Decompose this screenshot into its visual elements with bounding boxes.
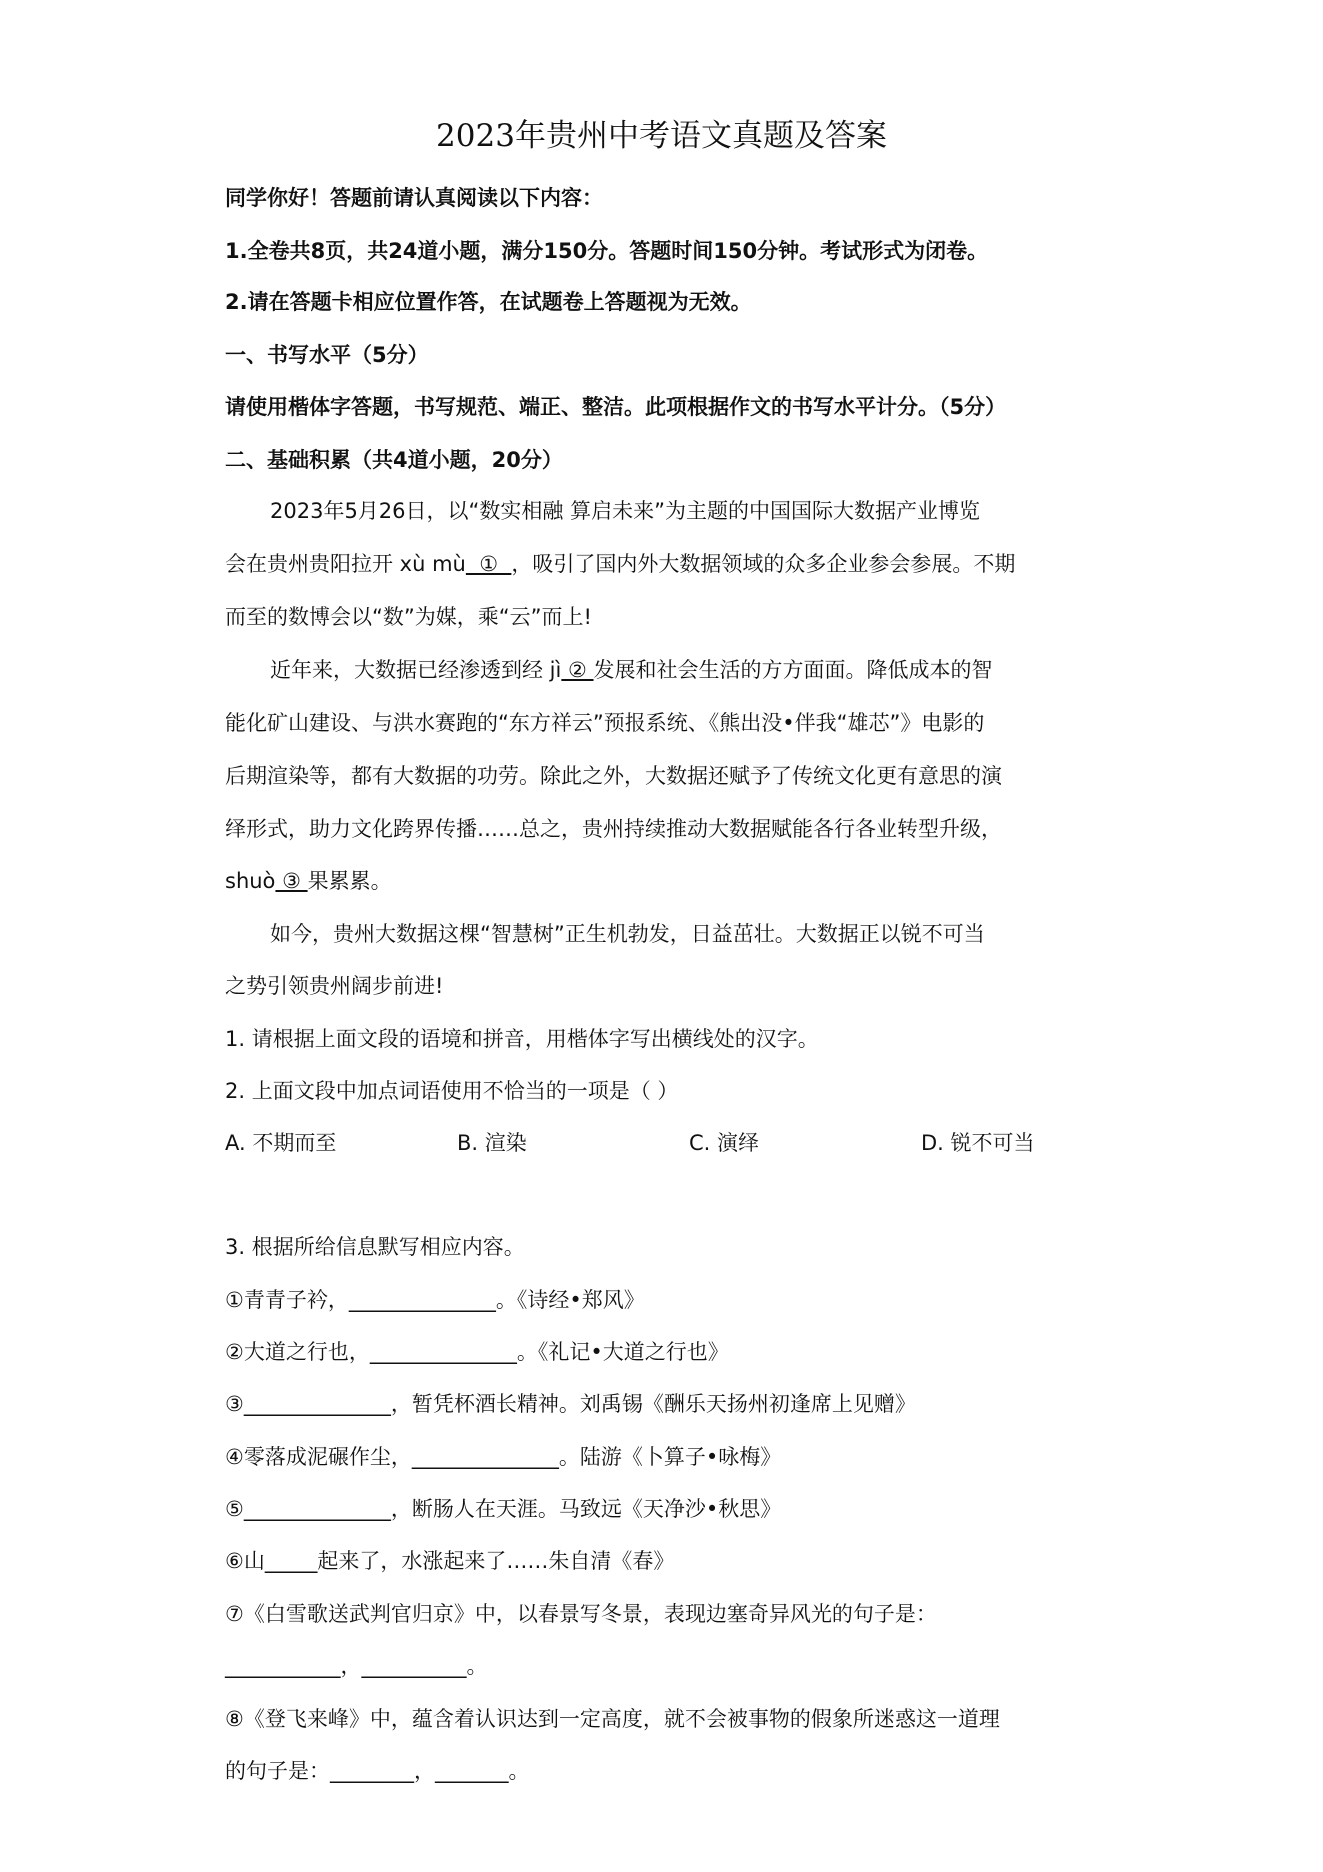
passage-text: 果累累。 xyxy=(307,869,392,893)
blank-3: ③ xyxy=(275,869,308,893)
question-2: 2. 上面文段中加点词语使用不恰当的一项是（ ） xyxy=(225,1079,679,1103)
notice-item-2: 2.请在答题卡相应位置作答，在试题卷上答题视为无效。 xyxy=(225,290,752,314)
section2-heading: 二、基础积累（共4道小题，20分） xyxy=(225,448,563,472)
passage-line xyxy=(270,656,993,684)
passage-text: 发展和社会生活的方方面面。降低成本的智 xyxy=(593,658,993,682)
q3-item: ⑦《白雪歌送武判官归京》中，以春景写冬景，表现边塞奇异风光的句子是： xyxy=(225,1602,937,1626)
question-3: 3. 根据所给信息默写相应内容。 xyxy=(225,1235,525,1259)
option-c: C. 演绎 xyxy=(689,1131,760,1155)
blank-2: ② xyxy=(561,658,594,682)
q3-item: ⑤______________，断肠人在天涯。马致远《天净沙•秋思》 xyxy=(225,1497,782,1521)
passage-line: 绎形式，助力文化跨界传播……总之，贵州持续推动大数据赋能各行各业转型升级， xyxy=(225,817,1002,841)
section1-text: 请使用楷体字答题，书写规范、端正、整洁。此项根据作文的书写水平计分。（5分） xyxy=(225,395,1007,419)
passage-line: 而至的数博会以“数”为媒，乘“云”而上! xyxy=(225,605,592,629)
notice-greeting: 同学你好！答题前请认真阅读以下内容： xyxy=(225,186,603,210)
q3-item: ⑧《登飞来峰》中，蕴含着认识达到一定高度，就不会被事物的假象所迷惑这一道理 xyxy=(225,1707,1000,1731)
q3-item: 的句子是：________，_______。 xyxy=(225,1759,530,1783)
passage-line: 之势引领贵州阔步前进! xyxy=(225,974,444,998)
passage-line: 2023年5月26日，以“数实相融 算启未来”为主题的中国国际大数据产业博览 xyxy=(270,499,980,523)
q3-item: ③______________，暂凭杯酒长精神。刘禹锡《酬乐天扬州初逢席上见赠》 xyxy=(225,1392,916,1416)
question-1: 1. 请根据上面文段的语境和拼音，用楷体字写出横线处的汉字。 xyxy=(225,1027,819,1051)
notice-item-1: 1.全卷共8页，共24道小题，满分150分。答题时间150分钟。考试形式为闭卷。 xyxy=(225,239,989,263)
q3-item: ①青青子衿，______________。《诗经•郑风》 xyxy=(225,1288,645,1312)
passage-line xyxy=(225,550,1015,578)
passage-text: ，吸引了国内外大数据领域的众多企业参会参展。不期 xyxy=(511,552,1016,576)
section1-heading: 一、书写水平（5分） xyxy=(225,343,429,367)
passage-text: 会在贵州贵阳拉开 xù mù xyxy=(225,552,466,576)
option-a: A. 不期而至 xyxy=(225,1131,337,1155)
q3-item: ⑥山_____起来了，水涨起来了……朱自清《春》 xyxy=(225,1549,675,1573)
page-title: 2023年贵州中考语文真题及答案 xyxy=(436,118,887,154)
passage-line: 能化矿山建设、与洪水赛跑的“东方祥云”预报系统、《熊出没•伴我“雄芯”》电影的 xyxy=(225,711,985,735)
option-b: B. 渲染 xyxy=(457,1131,527,1155)
question-2-options xyxy=(225,1129,1153,1157)
q3-item: ②大道之行也，______________。《礼记•大道之行也》 xyxy=(225,1340,729,1364)
passage-text: shuò xyxy=(225,869,276,893)
blank-1: ① xyxy=(465,552,512,576)
q3-item: ___________，__________。 xyxy=(225,1654,488,1678)
option-d: D. 锐不可当 xyxy=(921,1131,1035,1155)
passage-line: 如今，贵州大数据这棵“智慧树”正生机勃发，日益茁壮。大数据正以锐不可当 xyxy=(270,922,985,946)
passage-line: 后期渲染等，都有大数据的功劳。除此之外，大数据还赋予了传统文化更有意思的演 xyxy=(225,764,1002,788)
passage-text: 近年来，大数据已经渗透到经 jì xyxy=(270,658,562,682)
passage-line xyxy=(225,867,392,895)
q3-item: ④零落成泥碾作尘，______________。陆游《卜算子•咏梅》 xyxy=(225,1445,782,1469)
